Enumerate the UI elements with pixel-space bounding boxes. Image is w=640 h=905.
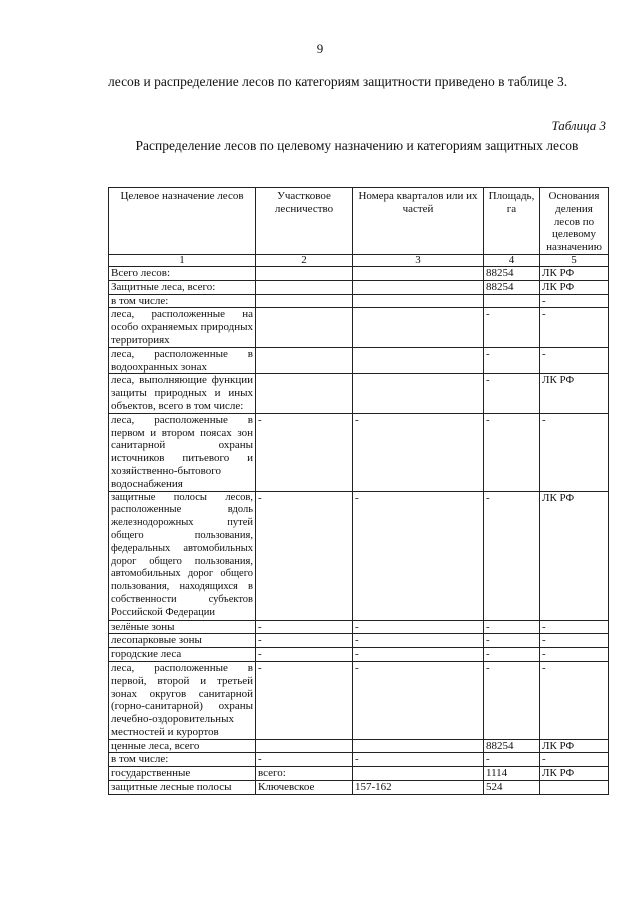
forestry-cell: -	[256, 648, 353, 662]
quarters-cell: -	[353, 753, 484, 767]
intro-paragraph: лесов и распределение лесов по категориям защитности приведено в таблице 3.	[108, 74, 568, 89]
forest-distribution-table	[108, 187, 609, 795]
forestry-cell: -	[256, 661, 353, 739]
row-label: в том числе:	[109, 753, 256, 767]
table-caption: Таблица 3	[551, 118, 606, 133]
row-label: городские леса	[109, 648, 256, 662]
table-header-row	[109, 188, 609, 255]
table-row	[109, 767, 609, 781]
table-row	[109, 280, 609, 294]
basis-cell: -	[540, 413, 609, 491]
area-cell: 1114	[484, 767, 540, 781]
area-cell: -	[484, 648, 540, 662]
quarters-cell	[353, 294, 484, 308]
row-label: ценные леса, всего	[109, 739, 256, 753]
column-number: 2	[256, 255, 353, 267]
basis-cell: -	[540, 294, 609, 308]
forestry-cell: всего:	[256, 767, 353, 781]
area-cell: -	[484, 634, 540, 648]
forestry-cell: -	[256, 620, 353, 634]
quarters-cell: 157-162	[353, 781, 484, 795]
basis-cell	[540, 781, 609, 795]
basis-cell: ЛК РФ	[540, 491, 609, 620]
forestry-cell	[256, 374, 353, 413]
forestry-cell: -	[256, 634, 353, 648]
quarters-cell	[353, 308, 484, 347]
table-title: Распределение лесов по целевому назначению и категориям защитных лесов	[135, 138, 579, 153]
table-row	[109, 294, 609, 308]
quarters-cell: -	[353, 634, 484, 648]
basis-cell: -	[540, 661, 609, 739]
row-label: лесопарковые зоны	[109, 634, 256, 648]
forestry-cell: -	[256, 491, 353, 620]
row-label: зелёные зоны	[109, 620, 256, 634]
row-label: защитные полосы лесов, расположенные вдоль железнодорожных путей общего пользования, федеральных автомобильных дорог общего пользования, автомобильных дорог общего пользования, находящихся в собственности субъектов Российской Федерации	[109, 491, 256, 620]
column-number-row	[109, 255, 609, 267]
table-row	[109, 661, 609, 739]
quarters-cell	[353, 347, 484, 374]
row-label: защитные лесные полосы	[109, 781, 256, 795]
area-cell: -	[484, 374, 540, 413]
row-label: леса, расположенные в первой, второй и третьей зонах округов санитарной (горно-санитарной) охраны лечебно-оздоровительных местностей и курортов	[109, 661, 256, 739]
table-row	[109, 347, 609, 374]
table-row	[109, 634, 609, 648]
area-cell: -	[484, 413, 540, 491]
forestry-cell: -	[256, 413, 353, 491]
area-cell: -	[484, 620, 540, 634]
row-label: леса, выполняющие функции защиты природных и иных объектов, всего в том числе:	[109, 374, 256, 413]
column-number: 4	[484, 255, 540, 267]
table-row	[109, 267, 609, 281]
quarters-cell	[353, 280, 484, 294]
table-row	[109, 413, 609, 491]
column-number: 5	[540, 255, 609, 267]
area-cell: -	[484, 661, 540, 739]
row-label: леса, расположенные на особо охраняемых природных территориях	[109, 308, 256, 347]
area-cell: 88254	[484, 267, 540, 281]
forestry-cell	[256, 308, 353, 347]
table-row	[109, 620, 609, 634]
forestry-cell	[256, 739, 353, 753]
area-cell: -	[484, 308, 540, 347]
quarters-cell	[353, 739, 484, 753]
row-label: Всего лесов:	[109, 267, 256, 281]
column-number: 1	[109, 255, 256, 267]
basis-cell: -	[540, 620, 609, 634]
page-number: 9	[316, 41, 324, 56]
area-cell: -	[484, 753, 540, 767]
table-row	[109, 648, 609, 662]
row-label: леса, расположенные в водоохранных зонах	[109, 347, 256, 374]
area-cell: -	[484, 347, 540, 374]
basis-cell: ЛК РФ	[540, 267, 609, 281]
forestry-cell	[256, 280, 353, 294]
basis-cell: ЛК РФ	[540, 739, 609, 753]
forestry-cell: -	[256, 753, 353, 767]
forestry-cell	[256, 267, 353, 281]
quarters-cell: -	[353, 413, 484, 491]
quarters-cell	[353, 767, 484, 781]
basis-cell: -	[540, 634, 609, 648]
header-quarters: Номера кварталов или их частей	[353, 188, 484, 255]
table-row	[109, 739, 609, 753]
basis-cell: -	[540, 308, 609, 347]
header-area: Площадь, га	[484, 188, 540, 255]
header-basis: Основания деления лесов по целевому назначению	[540, 188, 609, 255]
quarters-cell: -	[353, 491, 484, 620]
basis-cell: -	[540, 753, 609, 767]
row-label: государственные	[109, 767, 256, 781]
row-label: леса, расположенные в первом и втором поясах зон санитарной охраны источников питьевого и хозяйственно-бытового водоснабжения	[109, 413, 256, 491]
basis-cell: ЛК РФ	[540, 280, 609, 294]
basis-cell: -	[540, 347, 609, 374]
table-row	[109, 308, 609, 347]
forestry-cell: Ключевское	[256, 781, 353, 795]
forestry-cell	[256, 294, 353, 308]
quarters-cell: -	[353, 648, 484, 662]
quarters-cell	[353, 374, 484, 413]
quarters-cell	[353, 267, 484, 281]
forestry-cell	[256, 347, 353, 374]
table-row	[109, 374, 609, 413]
row-label: в том числе:	[109, 294, 256, 308]
row-label: Защитные леса, всего:	[109, 280, 256, 294]
basis-cell: ЛК РФ	[540, 767, 609, 781]
area-cell	[484, 294, 540, 308]
table-row	[109, 781, 609, 795]
header-purpose: Целевое назначение лесов	[109, 188, 256, 255]
area-cell: -	[484, 491, 540, 620]
quarters-cell: -	[353, 620, 484, 634]
quarters-cell: -	[353, 661, 484, 739]
header-forestry: Участковое лесничество	[256, 188, 353, 255]
column-number: 3	[353, 255, 484, 267]
basis-cell: -	[540, 648, 609, 662]
area-cell: 88254	[484, 280, 540, 294]
area-cell: 524	[484, 781, 540, 795]
table-row	[109, 491, 609, 620]
basis-cell: ЛК РФ	[540, 374, 609, 413]
area-cell: 88254	[484, 739, 540, 753]
table-row	[109, 753, 609, 767]
